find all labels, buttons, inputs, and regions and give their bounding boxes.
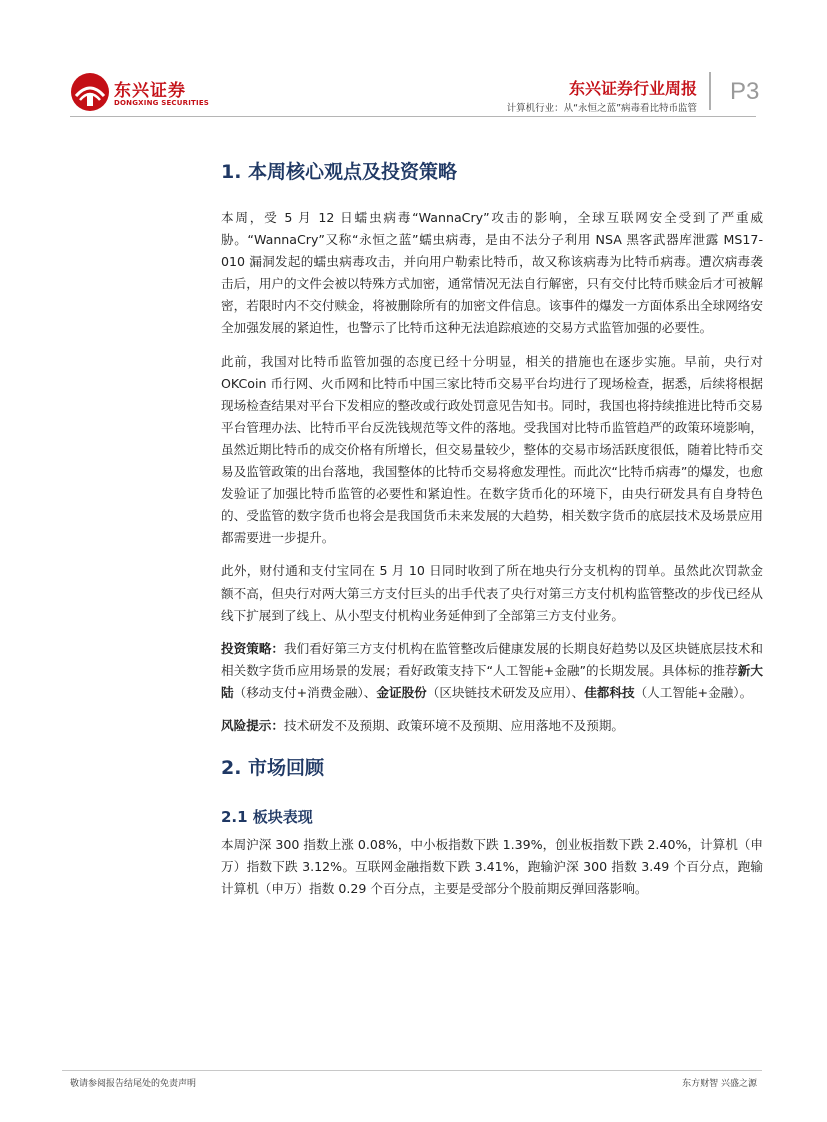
subsection-heading-sector: 2.1 板块表现 (221, 808, 313, 827)
stock-jiadu: 佳都科技 (584, 684, 635, 700)
paragraph-bitcoin-regulation: 此前，我国对比特币监管加强的态度已经十分明显，相关的措施也在逐步实施。早前，央行对 OKCoin 币行网、火币网和比特币中国三家比特币交易平台均进行了现场检查，据悉，后续将根据现场检查结果对平台下发相应的整改或行政处罚意见告知书。同时，我国也将持续推进比特币交易平台管理办法、比特币平台反洗钱规范等文件的落地。受我国对比特币监管趋严的政策环境影响，虽然近期比特币的成交价格有所增长，但交易量较少，整体的交易市场活跃度很低，随着比特币交易及监管政策的出台落地，我国整体的比特币交易将愈发理性。而此次“比特币病毒”的爆发，也愈发验证了加强比特币监管的必要性和紧迫性。在数字货币化的环境下，由央行研发具有自身特色的、受监管的数字货币也将会是我国货币未来发展的大趋势，相关数字货币的底层技术及场景应用都需要进一步提升。 (221, 353, 763, 546)
stock-jiadu-note: （人工智能+金融）。 (634, 684, 753, 700)
report-subtitle: 计算机行业：从“永恒之蓝”病毒看比特币监管 (506, 103, 697, 114)
stock-xindalu-note: （移动支付+消费金融）、 (233, 684, 377, 700)
stock-xindalu: 新大陆 (221, 662, 764, 700)
paragraph-wannacry: 本周，受 5 月 12 日蠕虫病毒“WannaCry”攻击的影响，全球互联网安全受到了严重威胁。“WannaCry”又称“永恒之蓝”蠕虫病毒，是由不法分子利用 NSA 黑客武器库泄露 MS17-010 漏洞发起的蠕虫病毒攻击，并向用户勒索比特币，故又称该病毒为比特币病毒。遭次病毒袭击后，用户的文件会被以特殊方式加密，通常情况无法自行解密，只有交付比特币赎金后才可被解密，若限时内不交付赎金，将被删除所有的加密文件信息。该事件的爆发一方面体系出全球网络安全加强发展的紧迫性，也警示了比特币这种无法追踪痕迹的交易方式监管加强的必要性。 (221, 210, 763, 336)
main-content (221, 155, 763, 911)
header-rule (70, 116, 756, 117)
risk-text: 技术研发不及预期、政策环境不及预期、应用落地不及预期。 (283, 717, 624, 733)
paragraph-payment-fines: 此外，财付通和支付宝同在 5 月 10 日同时收到了所在地央行分支机构的罚单。虽然此次罚款金额不高，但央行对两大第三方支付巨头的出手代表了央行对第三方支付机构监管整改的步伐已经从线下扩展到了线上、从小型支付机构业务延伸到了全部第三方支付业务。 (221, 563, 763, 623)
logo-chinese-name: 东兴证券 (114, 81, 186, 101)
company-logo (70, 72, 210, 117)
stock-jinzheng-note: （区块链技术研发及应用）、 (426, 684, 585, 700)
paragraph-sector-performance: 本周沪深 300 指数上涨 0.08%，中小板指数下跌 1.39%，创业板指数下跌 2.40%，计算机（申万）指数下跌 3.12%。互联网金融指数下跌 3.41%，跑输沪深 300 指数 3.49 个百分点，跑输计算机（申万）指数 0.29 个百分点，主要是受部分个股前期反弹回落影响。 (221, 837, 763, 897)
header-divider (709, 72, 711, 110)
risk-label: 风险提示： (221, 717, 284, 733)
dongxing-logo-icon (70, 72, 110, 112)
section-heading-market-review: 2. 市场回顾 (221, 757, 325, 780)
section-heading-core-views: 1. 本周核心观点及投资策略 (221, 161, 458, 183)
paragraph-risk-warning (221, 715, 763, 737)
page-number: P3 (730, 78, 760, 105)
logo-english-name: DONGXING SECURITIES (114, 99, 210, 107)
footer-rule (62, 1070, 762, 1071)
report-title: 东兴证券行业周报 (568, 79, 697, 98)
paragraph-investment-strategy (221, 638, 763, 704)
stock-jinzheng: 金证股份 (376, 684, 427, 700)
page-header (0, 0, 827, 130)
footer-disclaimer: 敬请参阅报告结尾处的免责声明 (70, 1079, 197, 1089)
footer-slogan: 东方财智 兴盛之源 (682, 1079, 757, 1089)
strategy-text: 我们看好第三方支付机构在监管整改后健康发展的长期良好趋势以及区块链底层技术和相关数字货币应用场景的发展；看好政策支持下“人工智能+金融”的长期发展。具体标的推荐 (221, 640, 764, 678)
strategy-label: 投资策略： (221, 640, 285, 656)
